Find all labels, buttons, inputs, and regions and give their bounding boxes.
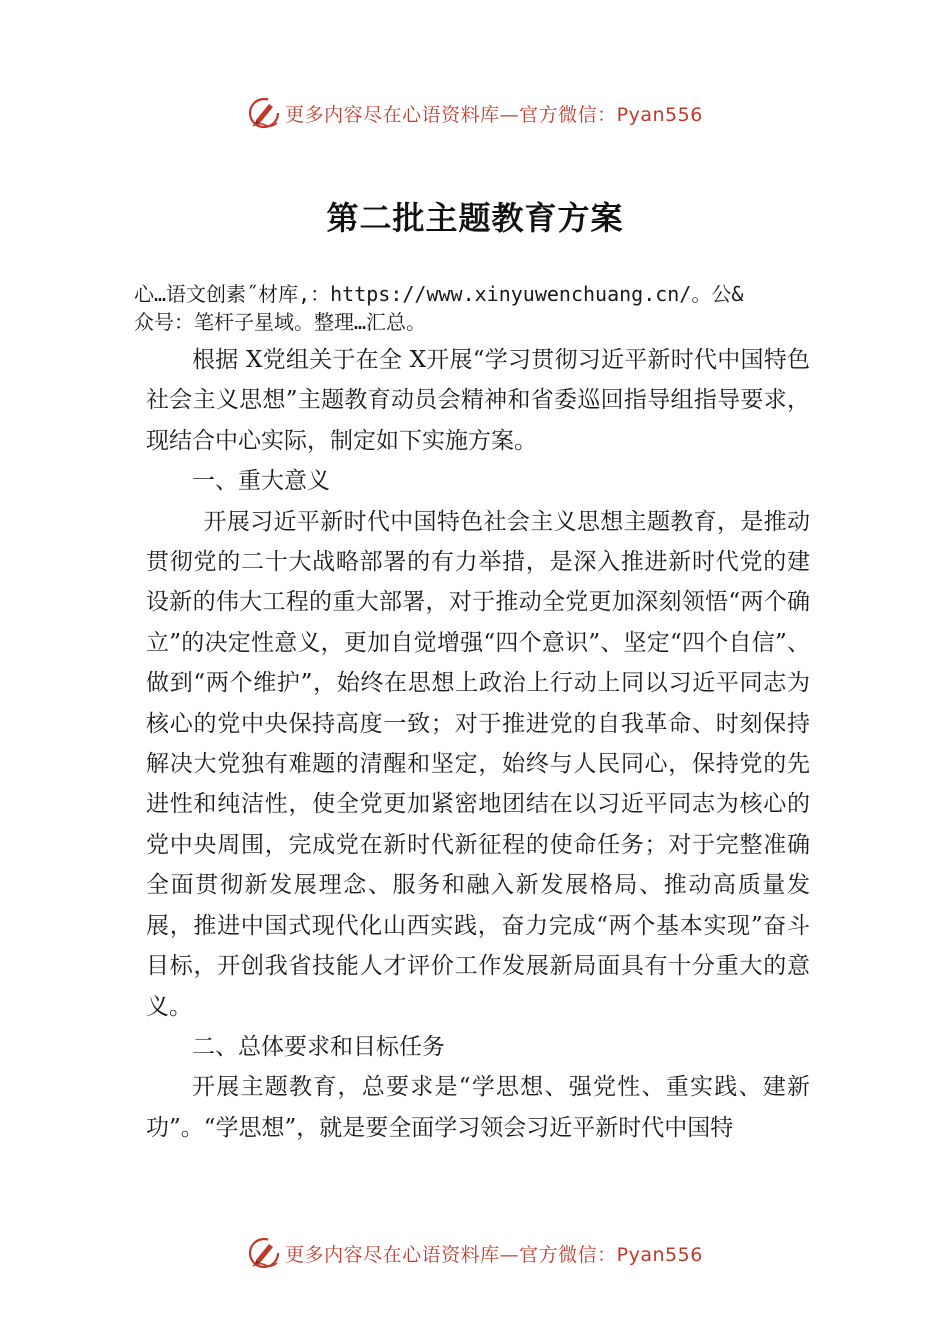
pen-logo-icon [247,1236,281,1270]
paragraph-intro: 根据 X党组关于在全 X开展“学习贯彻习近平新时代中国特色社会主义思想”主题教育动员会精神和省委巡回指导组指导要求，现结合中心实际，制定如下实施方案。 [146,347,810,454]
watermark-footer [0,1233,950,1273]
pen-logo-icon [247,96,281,130]
document-body [146,340,810,1148]
paragraph-requirements: 开展主题教育，总要求是“学思想、强党性、重实践、建新功”。“学思想”，就是要全面学习领会习近平新时代中国特 [146,1074,810,1141]
source-line-2: 众号：笔杆子星域。整理…汇总。 [134,310,427,334]
watermark-header [0,93,950,133]
document-title: 第二批主题教育方案 [326,199,624,237]
paragraph-significance: 开展习近平新时代中国特色社会主义思想主题教育，是推动贯彻党的二十大战略部署的有力举措，是深入推进新时代党的建设新的伟大工程的重大部署，对于推动全党更加深刻领悟“两个确立”的决定性意义，更加自觉增强“四个意识”、坚定“四个自信”、做到“两个维护”，始终在思想上政治上行动上同以习近平同志为核心的党中央保持高度一致；对于推进党的自我革命、时刻保持解决大党独有难题的清醒和坚定，始终与人民同心，保持党的先进性和纯洁性，使全党更加紧密地团结在以习近平同志为核心的党中央周围，完成党在新时代新征程的使命任务；对于完整准确全面贯彻新发展理念、服务和融入新发展格局、推动高质量发展，推进中国式现代化山西实践，奋力完成“两个基本实现”奋斗目标，开创我省技能人才评价工作发展新局面具有十分重大的意义。 [146,508,810,1020]
wechat-id: Pyan556 [616,103,703,126]
watermark-text: 更多内容尽在心语资料库—官方微信：Pyan556 [285,1243,703,1266]
source-notice [134,280,854,336]
source-line-1: 心…语文创素˝材库,：https://www.xinyuwenchuang.cn/。公& [134,282,744,306]
section-heading-2: 二、总体要求和目标任务 [192,1033,445,1060]
wechat-id: Pyan556 [616,1243,703,1266]
section-heading-1: 一、重大意义 [192,468,330,495]
watermark-text: 更多内容尽在心语资料库—官方微信：Pyan556 [285,103,703,126]
